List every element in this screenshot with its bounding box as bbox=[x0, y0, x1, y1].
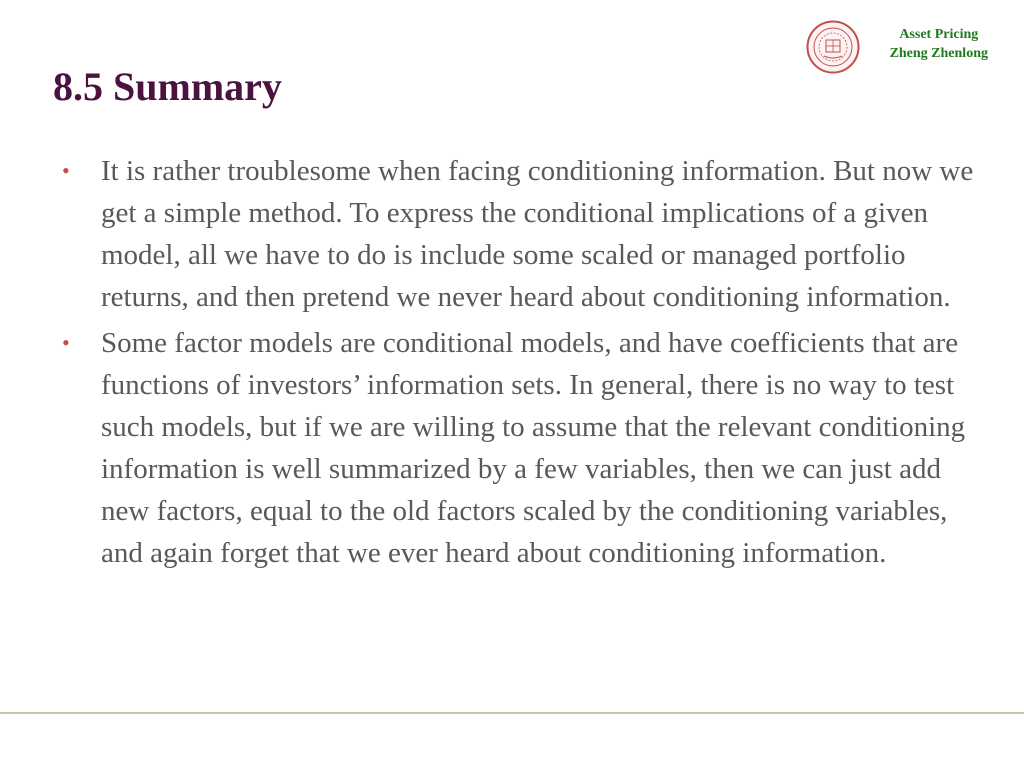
header-course-info bbox=[890, 25, 988, 63]
bullet-text: Some factor models are conditional models, and have coefficients that are functions of investors’ information sets. In general, there is no way to test such models, but if we are willing to assume that the relevant conditioning information is well summarized by a few variables, then we can just add new factors, equal to the old factors scaled by the conditioning variables, and again forget that we ever heard about conditioning information. bbox=[101, 327, 966, 569]
header-course-title: Asset Pricing bbox=[899, 27, 979, 42]
slide-title: 8.5 Summary bbox=[53, 64, 282, 109]
header-author: Zheng Zhenlong bbox=[889, 46, 988, 61]
bullet-text: It is rather troublesome when facing conditioning information. But now we get a simple method. To express the conditional implications of a given model, all we have to do is include some scaled or managed portfolio returns, and then pretend we never heard about conditioning information. bbox=[101, 155, 974, 313]
bullet-item bbox=[60, 322, 975, 574]
bullet-item bbox=[60, 150, 975, 318]
bullet-marker-icon: • bbox=[62, 330, 70, 355]
university-seal-icon bbox=[806, 20, 860, 74]
footer-divider bbox=[0, 712, 1024, 714]
bullet-list bbox=[60, 150, 975, 578]
bullet-marker-icon: • bbox=[62, 158, 70, 183]
